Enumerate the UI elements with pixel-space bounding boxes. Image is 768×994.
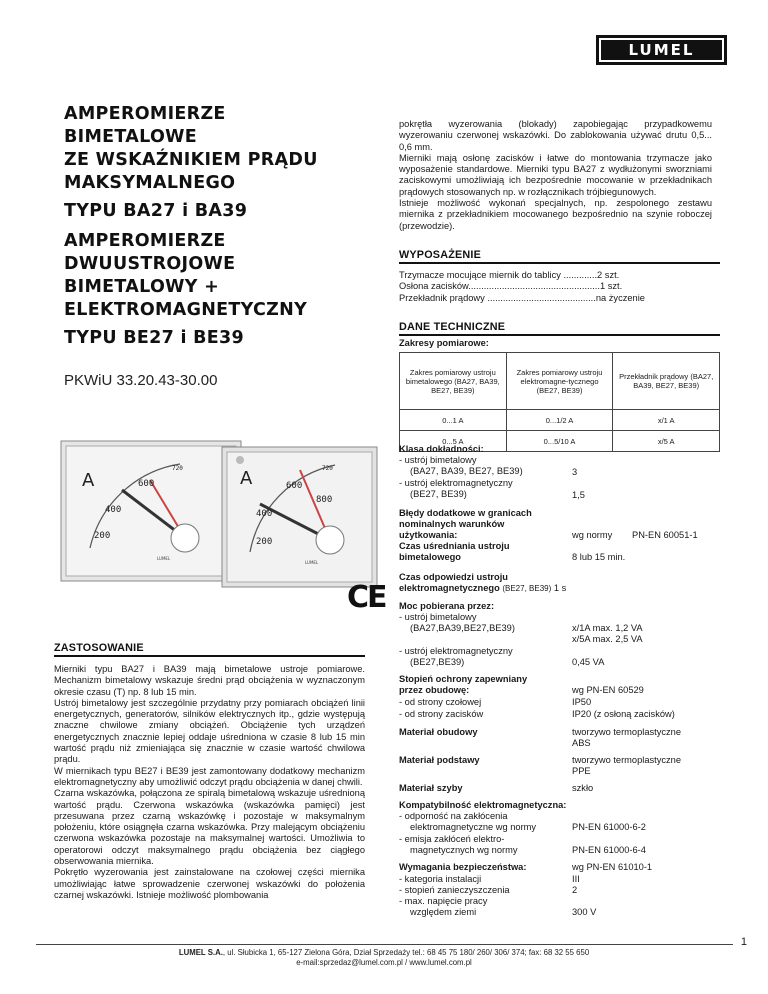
title-line: BIMETALOWE xyxy=(64,127,198,147)
czas-v: 8 lub 15 min. xyxy=(572,552,626,562)
footer-rule xyxy=(36,944,733,945)
lumel-logo xyxy=(596,35,727,65)
table-cell: 0...1 A xyxy=(400,410,507,431)
wyposazenie-list xyxy=(399,270,645,304)
klasa-l2: - ustrój elektromagnetyczny xyxy=(399,478,513,488)
kompat-bv: PN-EN 61000-6-4 xyxy=(572,845,646,855)
paragraph: Czarna wskazówka, połączona ze spiralą bimetalową wskazuje uśrednioną wartość prądu. Czerwona wskazówka (wskazówka pamięci) jest przesuwana przez czarną wskazówkę i pozostaje w maksymalnym położeniu, które osiągnęła czarna wskazówka. Przy malejącym obciążeniu czerwona wskazówka pozostaje na maksymalnej wartości. Umożliwia to operatorowi odczyt maksymalnego prądu obciążenia bez ciągłego obserwowania miernika. xyxy=(54,788,365,867)
list-item: Przekładnik prądowy ..........................................na życzenie xyxy=(399,292,645,303)
odpowiedz-l1: Czas odpowiedzi ustroju xyxy=(399,572,508,582)
meter-2-tick: 200 xyxy=(256,537,273,547)
meter-2-reset-knob xyxy=(236,456,244,464)
bezp-c2: względem ziemi xyxy=(410,907,477,917)
bezp-cv: 300 V xyxy=(572,907,597,917)
moc-l2b: (BE27,BE39) xyxy=(410,657,465,667)
moc-label: Moc pobierana przez: xyxy=(399,601,495,611)
title-line: ZE WSKAŹNIKIEM PRĄDU xyxy=(64,150,318,170)
odpowiedz-l2b: (BE27, BE39) xyxy=(502,584,552,593)
title-line: TYPU BA27 i BA39 xyxy=(64,201,248,221)
footer-email[interactable]: e-mail:sprzedaz@lumel.com.pl / www.lumel.com.pl xyxy=(296,958,472,967)
kompat-av: PN-EN 61000-6-2 xyxy=(572,822,646,832)
klasa-v2: 1,5 xyxy=(572,490,585,500)
stopien-av: IP50 xyxy=(572,697,592,707)
title-block-1 xyxy=(64,103,318,223)
bledy-l3: użytkowania: xyxy=(399,530,458,540)
paragraph: Ustrój bimetalowy jest szczególnie przydatny przy pomiarach obciążeń linii energetycznych, generatorów, silników elektrycznych itp., gdzie występują znaczne chwilowe zmiany obciążeń. Obciążenie tych urządzeń energetycznych znacznie lepiej oddaje uśredniona w czasie 8 lub 15 min wartość prądu niż zmieniająca się znacznie w czasie wartość chwilowa prądu. xyxy=(54,697,365,765)
paragraph: Istnieje możliwość wykonań specjalnych, np. zespolonego zestawu miernika z przekładnikiem mocowanego bezpośrednio na szynie roboczej (przewodzie). xyxy=(399,198,712,231)
paragraph: Mierniki typu BA27 i BA39 mają bimetalowe ustroje pomiarowe. Mechanizm bimetalowy wskazuje średni prąd obciążenia w wyznaczonym okresie czasu (T) np. 8 lub 15 min. xyxy=(54,664,365,697)
moc-v2: 0,45 VA xyxy=(572,657,605,667)
meter-2-brand: LUMEL xyxy=(305,560,319,565)
odpowiedz-l2: elektromagnetycznego xyxy=(399,583,500,593)
ce-mark: CE xyxy=(347,580,386,615)
title-line: AMPEROMIERZE xyxy=(64,104,226,124)
bezp-b: - stopień zanieczyszczenia xyxy=(399,885,510,895)
wyposazenie-heading: WYPOSAŻENIE xyxy=(399,249,481,261)
bledy-l1: Błędy dodatkowe w granicach xyxy=(399,508,532,518)
table-cell: 0...5/10 A xyxy=(506,431,613,452)
bezp-a: - kategoria instalacji xyxy=(399,874,482,884)
meter-1-tick: 200 xyxy=(94,531,111,541)
footer-address-text: , ul. Słubicka 1, 65-127 Zielona Góra, Dział Sprzedaży tel.: 68 45 75 180/ 260/ 306/ 374; fax: 68 32 55 650 xyxy=(222,948,590,957)
meter-1-tick: 600 xyxy=(138,479,155,489)
klasa-v1: 3 xyxy=(572,467,578,477)
table-row xyxy=(400,410,720,431)
list-item: Osłona zacisków...................................................1 szt. xyxy=(399,281,623,292)
right-intro xyxy=(399,119,712,232)
odpowiedz-line xyxy=(399,583,566,594)
czas-l2: bimetalowego xyxy=(399,552,461,562)
meter-2-tick: 800 xyxy=(316,495,333,505)
moc-l2: - ustrój elektromagnetyczny xyxy=(399,646,513,656)
meter-2-hub xyxy=(316,526,344,554)
stopien-bv: IP20 (z osłoną zacisków) xyxy=(572,709,675,719)
stopien-b: - od strony zacisków xyxy=(399,709,484,719)
table-header-row xyxy=(400,353,720,410)
title-line: ELEKTROMAGNETYCZNY xyxy=(64,300,308,320)
stopien-a: - od strony czołowej xyxy=(399,697,482,707)
zakresy-label: Zakresy pomiarowe: xyxy=(399,338,489,348)
title-line: BIMETALOWY + xyxy=(64,277,220,297)
list-item: Trzymacze mocujące miernik do tablicy .............2 szt. xyxy=(399,270,620,280)
mat-szyby-v: szkło xyxy=(572,783,594,793)
zastosowanie-rule xyxy=(54,655,365,657)
paragraph: W miernikach typu BE27 i BE39 jest zamontowany dodatkowy mechanizm elektromagnetyczny aby umożliwić odczyt prądu obciążenia w danej chwili. xyxy=(54,765,365,787)
ranges-table xyxy=(399,352,720,452)
table-header: Zakres pomiarowy ustroju bimetalowego (BA27, BA39, BE27, BE39) xyxy=(400,353,507,410)
meter-1-top: 720 xyxy=(172,465,183,472)
moc-l1b: (BA27,BA39,BE27,BE39) xyxy=(410,623,515,633)
stopien-l1: Stopień ochrony zapewniany xyxy=(399,674,528,684)
wyposazenie-rule xyxy=(399,262,720,264)
bezp-c1: - max. napięcie pracy xyxy=(399,896,488,906)
title-block-2 xyxy=(64,230,307,350)
logo-text: LUMEL xyxy=(601,40,722,60)
bezp-av: III xyxy=(572,874,580,884)
mat-szyby-label: Materiał szyby xyxy=(399,783,463,793)
stopien-l2: przez obudowę: xyxy=(399,685,470,695)
klasa-l1b: (BA27, BA39, BE27, BE39) xyxy=(410,466,523,476)
moc-v1a: x/1A max. 1,2 VA xyxy=(572,623,643,633)
title-line: TYPU BE27 i BE39 xyxy=(64,328,245,348)
mat-obudowy-label: Materiał obudowy xyxy=(399,727,478,737)
meter-1-brand: LUMEL xyxy=(157,556,171,561)
mat-obudowy-v2: ABS xyxy=(572,738,591,748)
table-header: Przekładnik prądowy (BA27, BA39, BE27, BE39) xyxy=(613,353,720,410)
kompat-a1: - odporność na zakłócenia xyxy=(399,811,508,821)
stopien-v: wg PN-EN 60529 xyxy=(572,685,644,695)
meters-photo xyxy=(60,440,380,590)
kompat-b1: - emisja zakłóceń elektro- xyxy=(399,834,505,844)
kompat-label: Kompatybilność elektromagnetyczna: xyxy=(399,800,567,810)
pkwiu-code: PKWiU 33.20.43-30.00 xyxy=(64,372,218,389)
meter-2-tick: 600 xyxy=(286,481,303,491)
paragraph: pokrętła wyzerowania (blokady) zapobiegając przypadkowemu wyzerowaniu czerwonej wskazówki. Do zablokowania używać drutu 0,5... 0,6 mm. xyxy=(399,119,712,152)
mat-podstawy-v1: tworzywo termoplastyczne xyxy=(572,755,682,765)
dane-heading: DANE TECHNICZNE xyxy=(399,321,506,333)
klasa-l2b: (BE27, BE39) xyxy=(410,489,467,499)
moc-v1b: x/5A max. 2,5 VA xyxy=(572,634,643,644)
kompat-b2: magnetycznych wg normy xyxy=(410,845,518,855)
footer-address xyxy=(0,948,768,958)
title-line: DWUUSTROJOWE xyxy=(64,254,236,274)
meter-2-tick: 400 xyxy=(256,509,273,519)
kompat-a2: elektromagnetyczne wg normy xyxy=(410,822,537,832)
paragraph: Pokrętło wyzerowania jest zainstalowane na czołowej części miernika umożliwiając łatwe sprowadzenie czerwonej wskazówki do położenia czarnej wskazówki. Istnieje możliwość plombowania xyxy=(54,867,365,900)
klasa-label: Klasa dokładności: xyxy=(399,444,484,454)
meter-1-hub xyxy=(171,524,199,552)
zastosowanie-body xyxy=(54,664,365,901)
bledy-l2: nominalnych warunków xyxy=(399,519,505,529)
footer-company: LUMEL S.A. xyxy=(178,948,223,957)
table-cell: 0...5 A xyxy=(400,431,507,452)
bezp-bv: 2 xyxy=(572,885,578,895)
meter-1-unit: A xyxy=(82,470,95,491)
table-cell: 0...1/2 A xyxy=(506,410,613,431)
klasa-l1: - ustrój bimetalowy xyxy=(399,455,477,465)
mat-obudowy-v1: tworzywo termoplastyczne xyxy=(572,727,682,737)
bezp-label: Wymagania bezpieczeństwa: xyxy=(399,862,527,872)
odpowiedz-v: 1 s xyxy=(553,583,567,593)
table-cell: x/5 A xyxy=(613,431,720,452)
table-cell: x/1 A xyxy=(613,410,720,431)
meter-2-top: 720 xyxy=(322,465,333,472)
meter-2-unit: A xyxy=(240,468,253,489)
zastosowanie-heading: ZASTOSOWANIE xyxy=(54,642,144,654)
page-number: 1 xyxy=(740,936,747,948)
moc-l1: - ustrój bimetalowy xyxy=(399,612,477,622)
czas-l1: Czas uśredniania ustroju xyxy=(399,541,510,551)
table-header: Zakres pomiarowy ustroju elektromagne-tycznego (BE27, BE39) xyxy=(506,353,613,410)
mat-podstawy-v2: PPE xyxy=(572,766,591,776)
paragraph: Mierniki mają osłonę zacisków i łatwe do montowania trzymacze jako wyposażenie standardowe. Mierniki typu BA27 z wydłużonymi sworzniami zaciskowymi umożliwiają ich bezpośrednie mocowanie w przekładnikach prądowych stosowanych np. w rozłącznikach trójbiegunowych. xyxy=(399,152,712,197)
bledy-v2: PN-EN 60051-1 xyxy=(632,530,698,540)
title-line: MAKSYMALNEGO xyxy=(64,173,236,193)
dane-rule xyxy=(399,334,720,336)
title-line: AMPEROMIERZE xyxy=(64,231,226,251)
meter-1-tick: 400 xyxy=(105,505,122,515)
mat-podstawy-label: Materiał podstawy xyxy=(399,755,480,765)
bezp-v: wg PN-EN 61010-1 xyxy=(572,862,653,872)
bledy-v: wg normy xyxy=(572,530,613,540)
